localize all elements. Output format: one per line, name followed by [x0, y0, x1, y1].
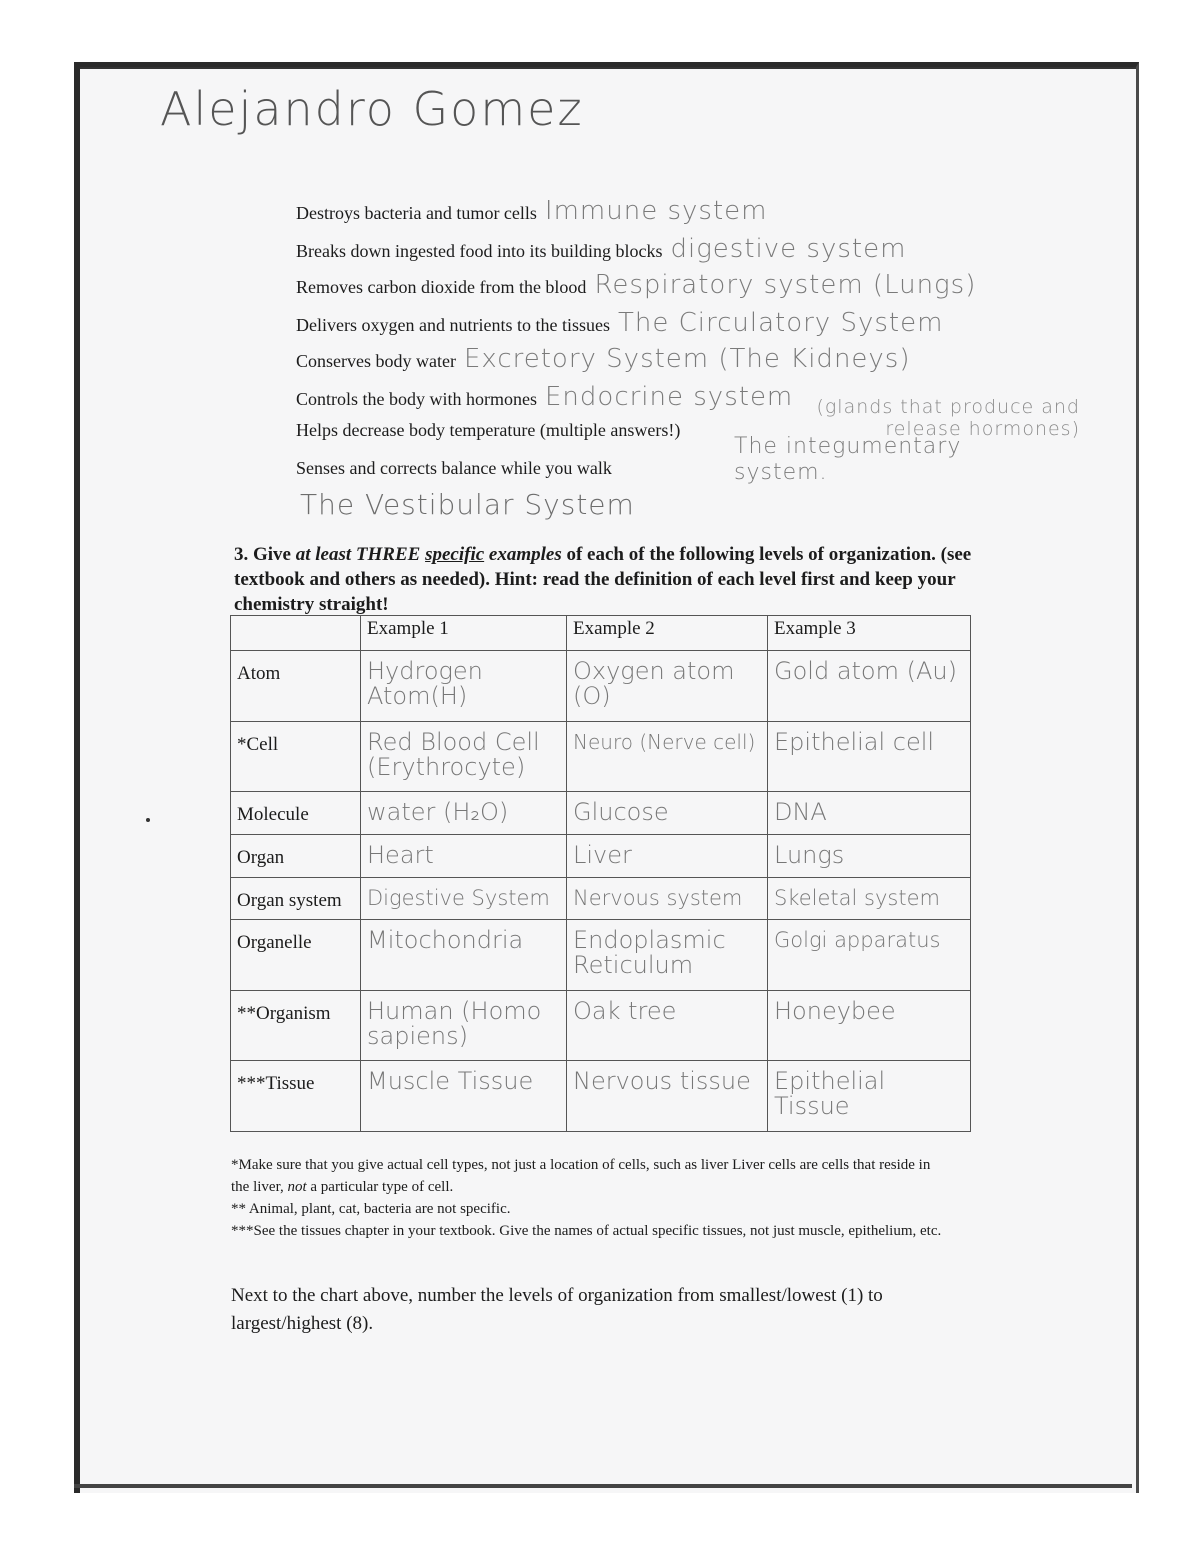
function-line: Senses and corrects balance while you walk [296, 458, 612, 478]
example-answer: DNA [768, 792, 971, 835]
function-answer: Respiratory system (Lungs) [594, 270, 977, 300]
table-row [231, 651, 971, 722]
example-answer: Epithelial Tissue [768, 1061, 971, 1132]
example-answer: Oxygen atom (O) [567, 651, 768, 722]
function-line: Controls the body with hormones Endocrine system [296, 382, 794, 412]
example-answer: Oak tree [567, 990, 768, 1061]
example-answer: Muscle Tissue [361, 1061, 567, 1132]
example-answer: Mitochondria [361, 920, 567, 991]
example-answer: Gold atom (Au) [768, 651, 971, 722]
example-answer: Liver [567, 834, 768, 877]
table-footnotes [231, 1154, 951, 1242]
level-label: Atom [231, 651, 361, 722]
table-row [231, 920, 971, 991]
function-line: Conserves body water Excretory System (The Kidneys) [296, 344, 911, 374]
page-bottom-edge [74, 1484, 1132, 1488]
level-label: ***Tissue [231, 1061, 361, 1132]
function-answer: Endocrine system [545, 382, 794, 412]
table-row [231, 834, 971, 877]
table-row [231, 721, 971, 792]
example-answer: Digestive System [361, 877, 567, 920]
example-answer: Heart [361, 834, 567, 877]
function-answer: digestive system [670, 234, 907, 264]
student-name: Alejandro Gomez [160, 82, 584, 136]
table-header: Example 2 [567, 616, 768, 651]
level-label: *Cell [231, 721, 361, 792]
table-row [231, 792, 971, 835]
level-label: Organ system [231, 877, 361, 920]
example-answer: Glucose [567, 792, 768, 835]
example-answer: Endoplasmic Reticulum [567, 920, 768, 991]
example-answer: Nervous system [567, 877, 768, 920]
example-answer: Golgi apparatus [768, 920, 971, 991]
pen-mark [146, 818, 150, 822]
function-answer: The Circulatory System [617, 308, 944, 338]
footnote-tissue: ***See the tissues chapter in your textbook. Give the names of actual specific tissues, not just muscle, epithelium, etc. [231, 1223, 942, 1239]
table-row [231, 990, 971, 1061]
level-label: Organ [231, 834, 361, 877]
function-line: Delivers oxygen and nutrients to the tissues The Circulatory System [296, 308, 944, 338]
function-answer: Excretory System (The Kidneys) [463, 344, 911, 374]
footnote-cell: *Make sure that you give actual cell types, not just a location of cells, such as liver Liver cells are cells that reside in the liver, not a particular type of cell. [231, 1157, 931, 1195]
function-line: Destroys bacteria and tumor cells Immune system [296, 196, 768, 226]
example-answer: Epithelial cell [768, 721, 971, 792]
example-answer: Skeletal system [768, 877, 971, 920]
table-header: Example 1 [361, 616, 567, 651]
function-line: Helps decrease body temperature (multiple answers!) [296, 420, 681, 440]
function-line: Removes carbon dioxide from the blood Respiratory system (Lungs) [296, 270, 977, 300]
table-header: Example 3 [768, 616, 971, 651]
level-label: Organelle [231, 920, 361, 991]
example-answer: water (H₂O) [361, 792, 567, 835]
level-label: **Organism [231, 990, 361, 1061]
table-header-row [231, 616, 971, 651]
final-instruction: Next to the chart above, number the levels of organization from smallest/lowest (1) to largest/highest (8). [231, 1285, 883, 1334]
level-label: Molecule [231, 792, 361, 835]
example-answer: Honeybee [768, 990, 971, 1061]
example-answer: Hydrogen Atom(H) [361, 651, 567, 722]
example-answer: Human (Homo sapiens) [361, 990, 567, 1061]
footnote-organism: ** Animal, plant, cat, bacteria are not specific. [231, 1201, 511, 1217]
function-answer: The integumentary system. [734, 434, 962, 485]
example-answer: Lungs [768, 834, 971, 877]
example-answer: Nervous tissue [567, 1061, 768, 1132]
function-line: Breaks down ingested food into its building blocks digestive system [296, 234, 907, 264]
function-answer: Immune system [544, 196, 768, 226]
table-header [231, 616, 361, 651]
endocrine-note: (glands that produce and release hormones) [816, 396, 1080, 440]
table-row [231, 877, 971, 920]
levels-of-organization-table [230, 615, 971, 1132]
function-answer: The Vestibular System [300, 488, 635, 521]
example-answer: Neuro (Nerve cell) [567, 721, 768, 792]
section-3-title: 3. Give at least THREE specific examples of each of the following levels of organization. (see textbook and others as needed). Hint: read the definition of each level first and keep your chemistry straight! [234, 544, 972, 615]
example-answer: Red Blood Cell (Erythrocyte) [361, 721, 567, 792]
table-row [231, 1061, 971, 1132]
